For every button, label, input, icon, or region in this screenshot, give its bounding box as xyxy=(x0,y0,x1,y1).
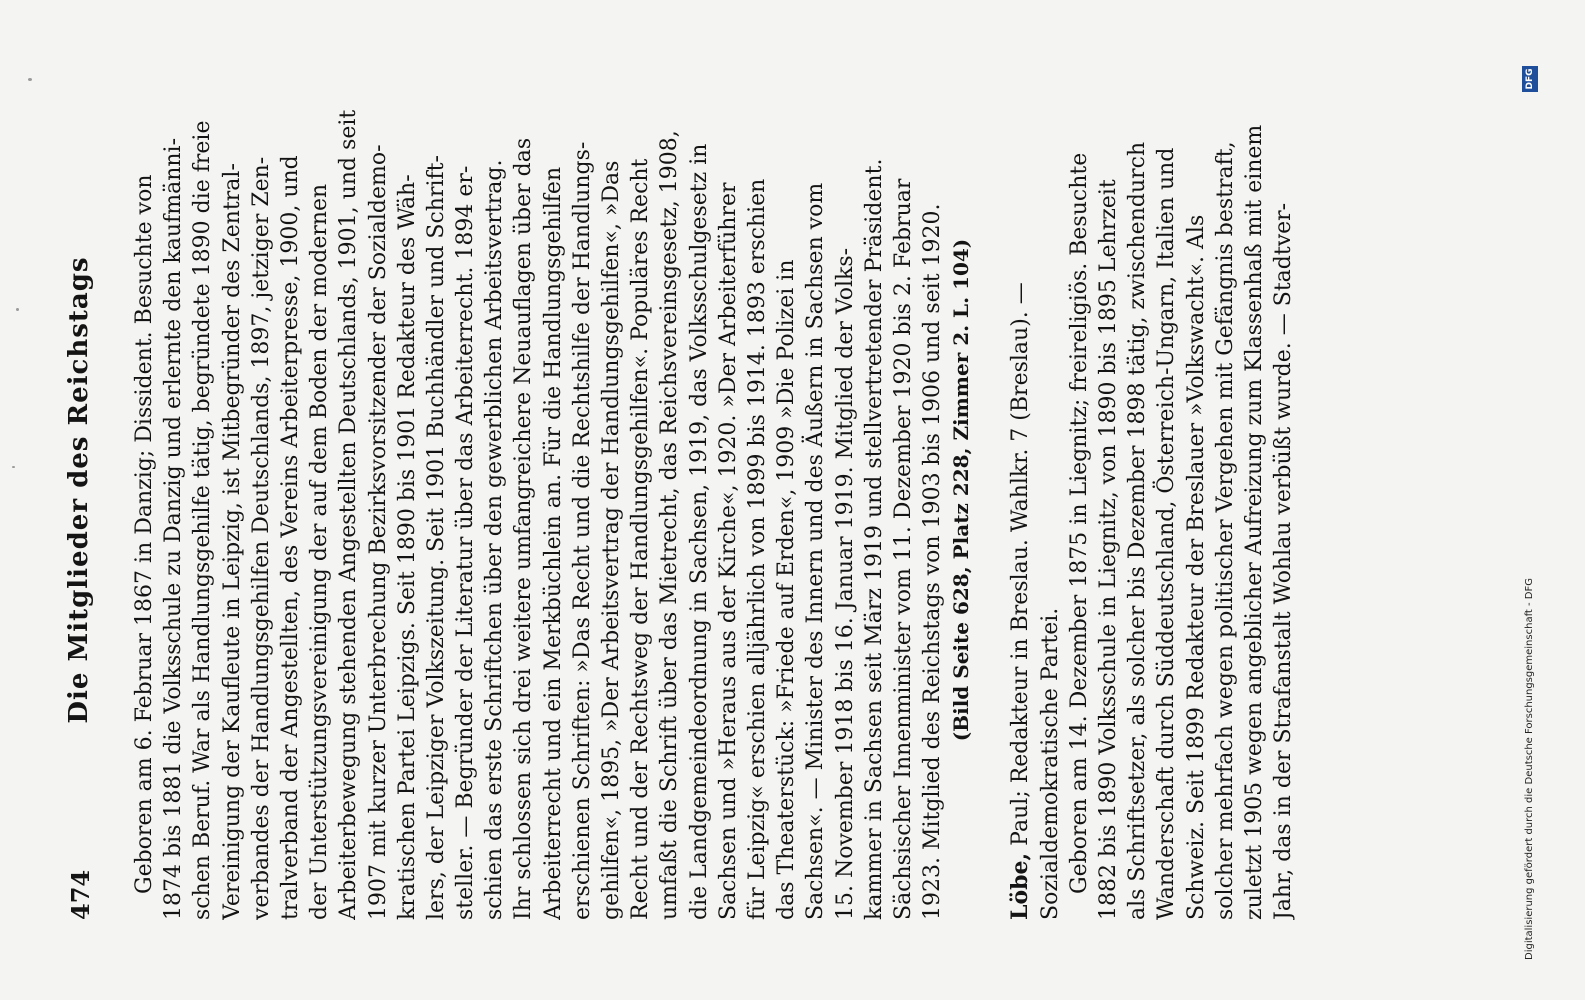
entry1-line: Arbeiterrecht und ein Merkbüchlein an. Für die Handlungsgehilfen xyxy=(540,166,566,920)
entry2-heading xyxy=(1006,60,1035,920)
page-number: 474 xyxy=(66,869,95,920)
entry1-line: gehilfen«, 1895, »Der Arbeitsvertrag der Handlungsgehilfen«, »Das xyxy=(599,160,624,920)
entry2-party: Sozialdemokratische Partei. xyxy=(1037,607,1063,920)
entry2-line: Jahr, das in der Strafanstalt Wohlau verbüßt wurde. — Stadtver- xyxy=(1271,202,1297,920)
entry1-line: Geboren am 6. Februar 1867 in Danzig; Dissident. Besuchte von xyxy=(132,174,157,894)
entry1-line: das Theaterstück: »Friede auf Erden«, 1909 »Die Polizei in xyxy=(774,259,800,920)
dfg-logo: DFG xyxy=(1522,66,1538,92)
entry1-line: 1874 bis 1881 die Volksschule zu Danzig und erlernte den kaufmänni- xyxy=(161,138,187,920)
entry2-line: Geboren am 14. Dezember 1875 in Liegnitz; freireligiös. Besuchte xyxy=(1066,152,1092,894)
entry1-line: Ihr schlossen sich drei weitere umfangreichere Neuauflagen über das xyxy=(511,137,537,920)
entry1-line: verbandes der Handlungsgehilfen Deutschlands, 1897, jetziger Zen- xyxy=(248,156,274,920)
entry2-name: Löbe, xyxy=(1007,852,1034,920)
entry1-line: kammer in Sachsen seit März 1919 und stellvertretender Präsident. xyxy=(861,158,887,920)
entry-spacer xyxy=(976,60,1006,920)
entry1-line: Sachsen«. — Minister des Innern und des Äußern in Sachsen vom xyxy=(803,182,829,920)
entry1-line: lers, der Leipziger Volkszeitung. Seit 1901 Buchhändler und Schrift- xyxy=(423,155,449,920)
entry2-line: zuletzt 1905 wegen angeblicher Aufreizung zum Klassenhaß mit einem xyxy=(1241,124,1267,920)
entry1-line: für Leipzig« erschien alljährlich von 1899 bis 1914. 1893 erschien xyxy=(744,178,770,920)
entry1-line: der Unterstützungsvereinigung der auf dem Boden der modernen xyxy=(307,183,333,920)
entry1-line: 1923. Mitglied des Reichstags von 1903 bis 1906 und seit 1920. xyxy=(920,203,946,920)
entry2-heading-rest: Paul; Redakteur in Breslau. Wahlkr. 7 (Breslau). — xyxy=(1008,282,1034,853)
entry1-line: erschienen Schriften: »Das Recht und die Rechtshilfe der Handlungs- xyxy=(569,141,595,920)
image-reference xyxy=(947,60,976,920)
digitization-note xyxy=(1520,20,1550,960)
page-header xyxy=(58,60,106,920)
entry2-line: solcher mehrfach wegen politischer Vergehen mit Gefängnis bestraft, xyxy=(1212,141,1238,920)
entry1-line: Recht und der Rechtsweg der Handlungsgehilfen«. Populäres Recht xyxy=(628,158,654,920)
entry1-line: die Landgemeindeordnung in Sachsen, 1919, das Volksschulgesetz in xyxy=(686,143,712,920)
entry2-line: als Schriftsetzer, als solcher bis Dezember 1898 tätig, zwischendurch xyxy=(1125,141,1151,920)
image-reference-text: (Bild Seite 628, Platz 228, Zimmer 2. L. 104) xyxy=(949,238,974,742)
entry1-line: Vereinigung der Kaufleute in Leipzig, ist Mitbegründer des Zentral- xyxy=(219,163,245,920)
scan-speck xyxy=(12,466,15,468)
entry1-line: schen Beruf. War als Handlungsgehilfe tätig, begründete 1890 die freie xyxy=(190,120,216,920)
entry1-line: Sächsischer Innenminister vom 11. Dezember 1920 bis 2. Februar xyxy=(890,178,916,920)
entry1-line: steller. — Begründer der Literatur über das Arbeiterrecht. 1894 er- xyxy=(453,165,479,920)
entry1-line: schien das erste Schriftchen über den gewerblichen Arbeitsvertrag. xyxy=(482,159,508,920)
scan-speck xyxy=(28,78,32,81)
entry1-line: 15. November 1918 bis 16. Januar 1919. Mitglied der Volks- xyxy=(832,247,858,920)
entry2-line: 1882 bis 1890 Volksschule in Liegnitz, von 1890 bis 1895 Lehrzeit xyxy=(1096,179,1121,920)
entry1-line: Arbeiterbewegung stehenden Angestellten Deutschlands, 1901, und seit xyxy=(336,109,362,920)
entry1-line: Sachsen und »Heraus aus der Kirche«, 1920. »Der Arbeiterführer xyxy=(715,182,741,920)
entry1-line: tralverband der Angestellten, des Vereins Arbeiterpresse, 1900, und xyxy=(277,155,303,920)
entry2-line: Schweiz. Seit 1899 Redakteur der Breslauer »Volkswacht«. Als xyxy=(1183,214,1209,920)
entry1-line: umfaßt die Schrift über das Mietrecht, das Reichsvereinsgesetz, 1908, xyxy=(657,130,683,920)
entry1-line: kratischen Partei Leipzigs. Seit 1890 bis 1901 Redakteur des Wäh- xyxy=(394,174,420,920)
digitization-text: Digitalisierung gefördert durch die Deutsche Forschungsgemeinschaft - DFG xyxy=(1524,577,1535,960)
scan-speck xyxy=(16,308,19,311)
page-body xyxy=(130,60,1298,920)
running-title: Die Mitglieder des Reichstags xyxy=(64,256,94,724)
entry1-line: 1907 mit kurzer Unterbrechung Bezirksvorsitzender der Sozialdemo- xyxy=(365,144,391,920)
entry2-line: Wanderschaft durch Süddeutschland, Österreich-Ungarn, Italien und xyxy=(1154,147,1180,920)
